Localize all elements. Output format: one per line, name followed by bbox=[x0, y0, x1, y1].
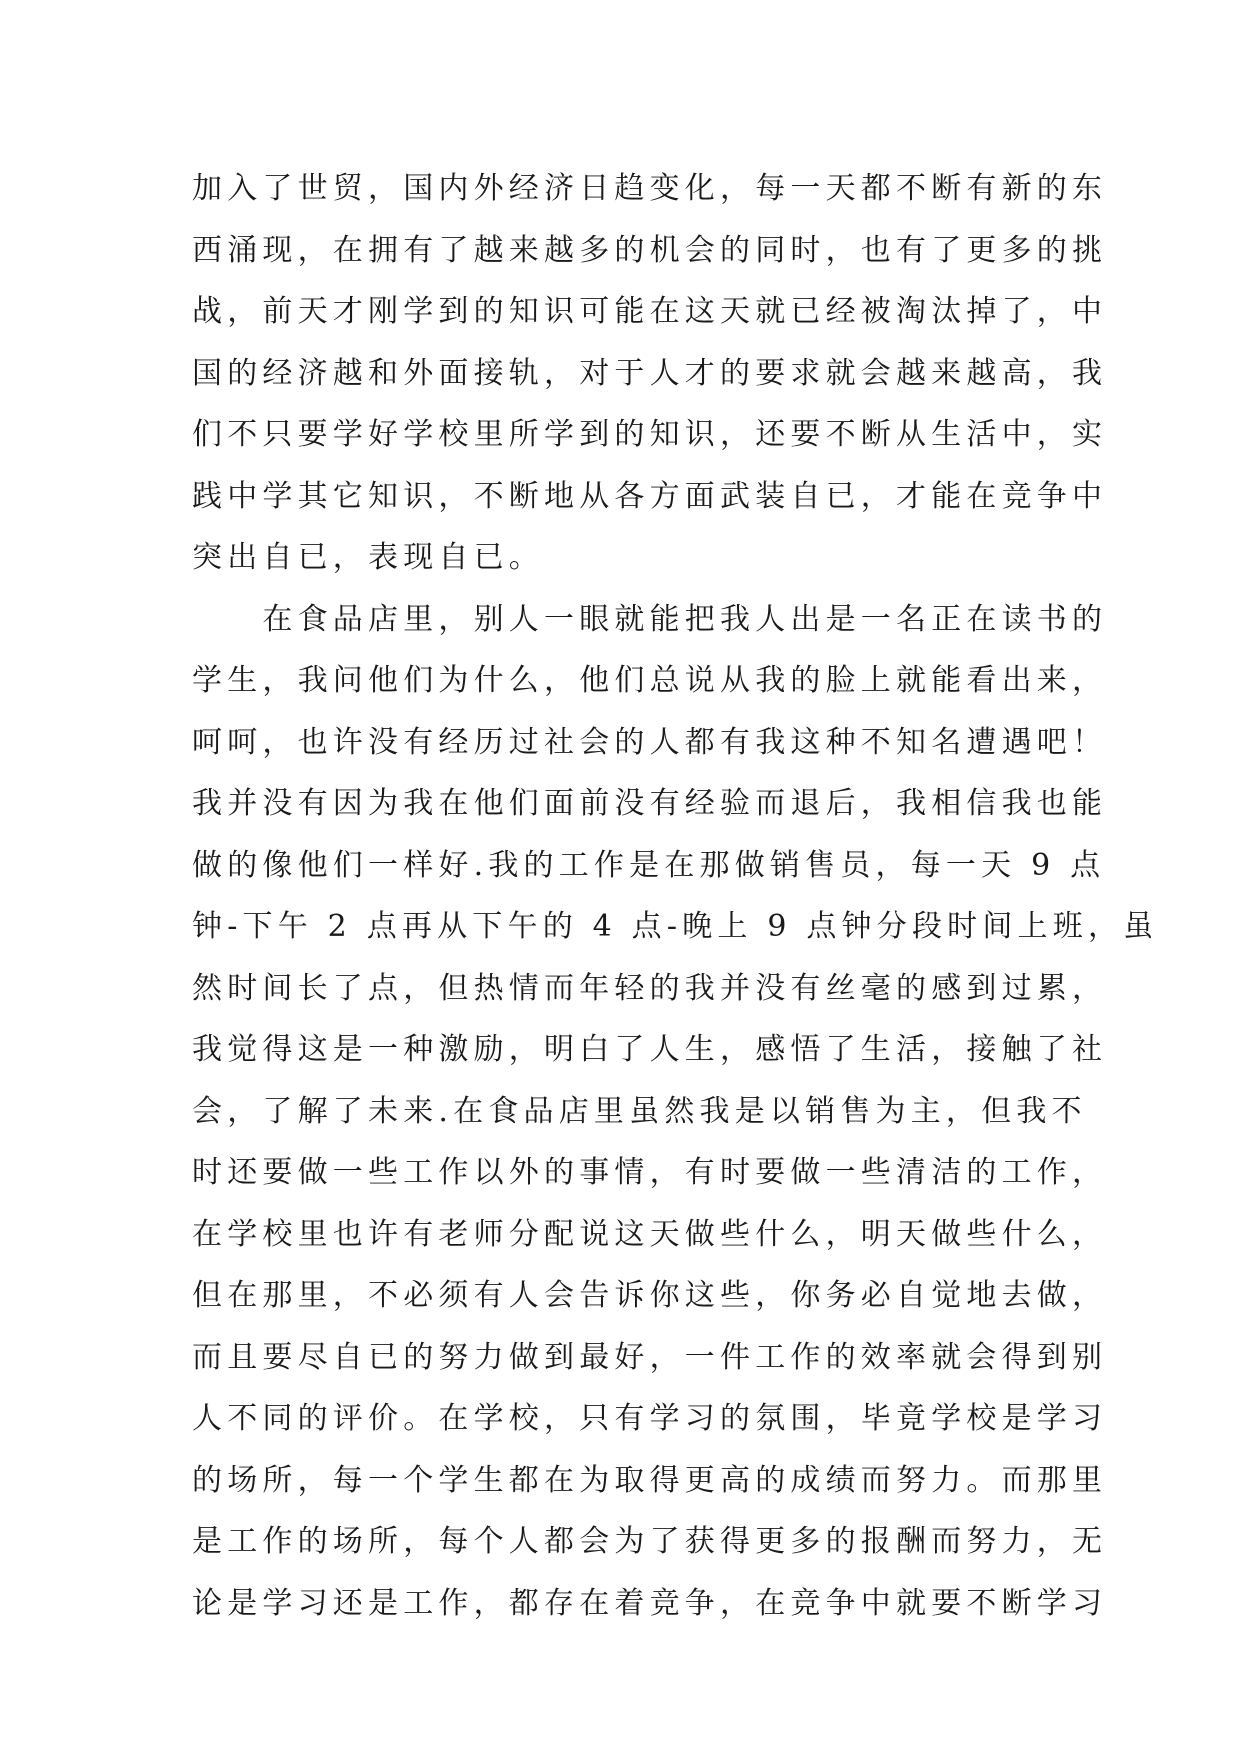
text-line: 人不同的评价。在学校，只有学习的氛围，毕竟学校是学习 bbox=[192, 1401, 1108, 1436]
text-line: 践中学其它知识，不断地从各方面武装自已，才能在竞争中 bbox=[192, 478, 1108, 514]
text-line: 呵呵，也许没有经历过社会的人都有我这种不知名遭遇吧！ bbox=[192, 724, 1108, 760]
text-line: 加入了世贸，国内外经济日趋变化，每一天都不断有新的东 bbox=[192, 171, 1108, 206]
text-line: 西涌现，在拥有了越来越多的机会的同时，也有了更多的挑 bbox=[192, 232, 1108, 268]
text-line: 然时间长了点，但热情而年轻的我并没有丝毫的感到过累， bbox=[192, 970, 1108, 1006]
text-line: 我并没有因为我在他们面前没有经验而退后，我相信我也能 bbox=[192, 786, 1108, 821]
text-line: 但在那里，不必须有人会告诉你这些，你务必自觉地去做， bbox=[192, 1278, 1108, 1313]
text-line: 做的像他们一样好.我的工作是在那做销售员，每一天 9 点 bbox=[192, 847, 1106, 883]
text-line: 而且要尽自已的努力做到最好，一件工作的效率就会得到别 bbox=[192, 1339, 1108, 1375]
text-line: 在食品店里，别人一眼就能把我人出是一名正在读书的 bbox=[192, 601, 1108, 637]
text-line: 论是学习还是工作，都存在着竞争，在竞争中就要不断学习 bbox=[192, 1585, 1108, 1621]
text-line: 学生，我问他们为什么，他们总说从我的脸上就能看出来， bbox=[192, 663, 1108, 698]
text-line: 钟-下午 2 点再从下午的 4 点-晚上 9 点钟分段时间上班，虽 bbox=[192, 909, 1159, 944]
text-line: 的场所，每一个学生都在为取得更高的成绩而努力。而那里 bbox=[192, 1462, 1108, 1498]
text-line: 会，了解了未来.在食品店里虽然我是以销售为主，但我不 bbox=[192, 1093, 1087, 1129]
text-line: 们不只要学好学校里所学到的知识，还要不断从生活中，实 bbox=[192, 417, 1108, 452]
text-line: 我觉得这是一种激励，明白了人生，感悟了生活，接触了社 bbox=[192, 1032, 1108, 1067]
text-line: 时还要做一些工作以外的事情，有时要做一些清洁的工作， bbox=[192, 1155, 1108, 1190]
text-line: 是工作的场所，每个人都会为了获得更多的报酬而努力，无 bbox=[192, 1524, 1108, 1559]
text-line: 突出自已，表现自已。 bbox=[192, 540, 544, 575]
text-line: 在学校里也许有老师分配说这天做些什么，明天做些什么， bbox=[192, 1216, 1108, 1252]
text-line: 战，前天才刚学到的知识可能在这天就已经被淘汰掉了，中 bbox=[192, 294, 1108, 329]
body-text bbox=[192, 158, 1159, 1634]
text-line: 国的经济越和外面接轨，对于人才的要求就会越来越高，我 bbox=[192, 355, 1108, 391]
